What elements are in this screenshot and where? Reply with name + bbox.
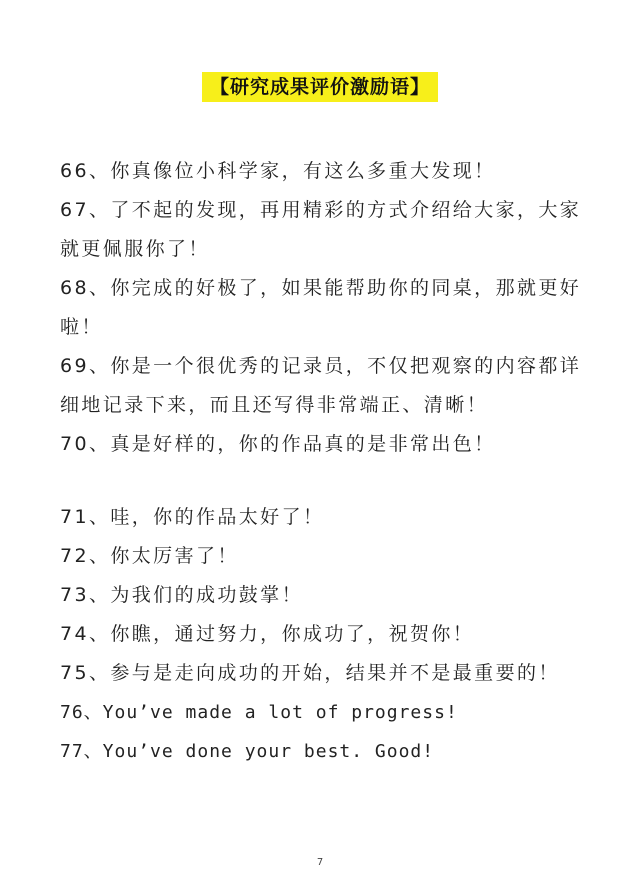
- list-item: 72、你太厉害了！: [60, 545, 239, 567]
- list-item: 73、为我们的成功鼓掌！: [60, 584, 303, 606]
- page-number: 7: [316, 857, 324, 868]
- list-item: 68、你完成的好极了，如果能帮助你的同桌，那就更好啦！: [60, 277, 582, 338]
- list-item: 75、参与是走向成功的开始，结果并不是最重要的！: [60, 662, 560, 684]
- list-item: 70、真是好样的，你的作品真的是非常出色！: [60, 433, 496, 455]
- list-item: 69、你是一个很优秀的记录员，不仅把观察的内容都详细地记录下来，而且还写得非常端正、清晰！: [60, 355, 582, 416]
- list-item: 66、你真像位小科学家，有这么多重大发现！: [60, 160, 496, 182]
- list-item: 77、You’ve done your best. Good!: [60, 741, 435, 762]
- list-item: 74、你瞧，通过努力，你成功了，祝贺你！: [60, 623, 475, 645]
- list-item: 67、了不起的发现，再用精彩的方式介绍给大家，大家就更佩服你了！: [60, 199, 582, 260]
- phrase-list: [60, 152, 600, 771]
- list-item: 71、哇，你的作品太好了！: [60, 506, 325, 528]
- page-title: 【研究成果评价激励语】: [202, 72, 438, 102]
- list-item: 76、You’ve made a lot of progress!: [60, 702, 458, 723]
- title-container: [0, 72, 640, 102]
